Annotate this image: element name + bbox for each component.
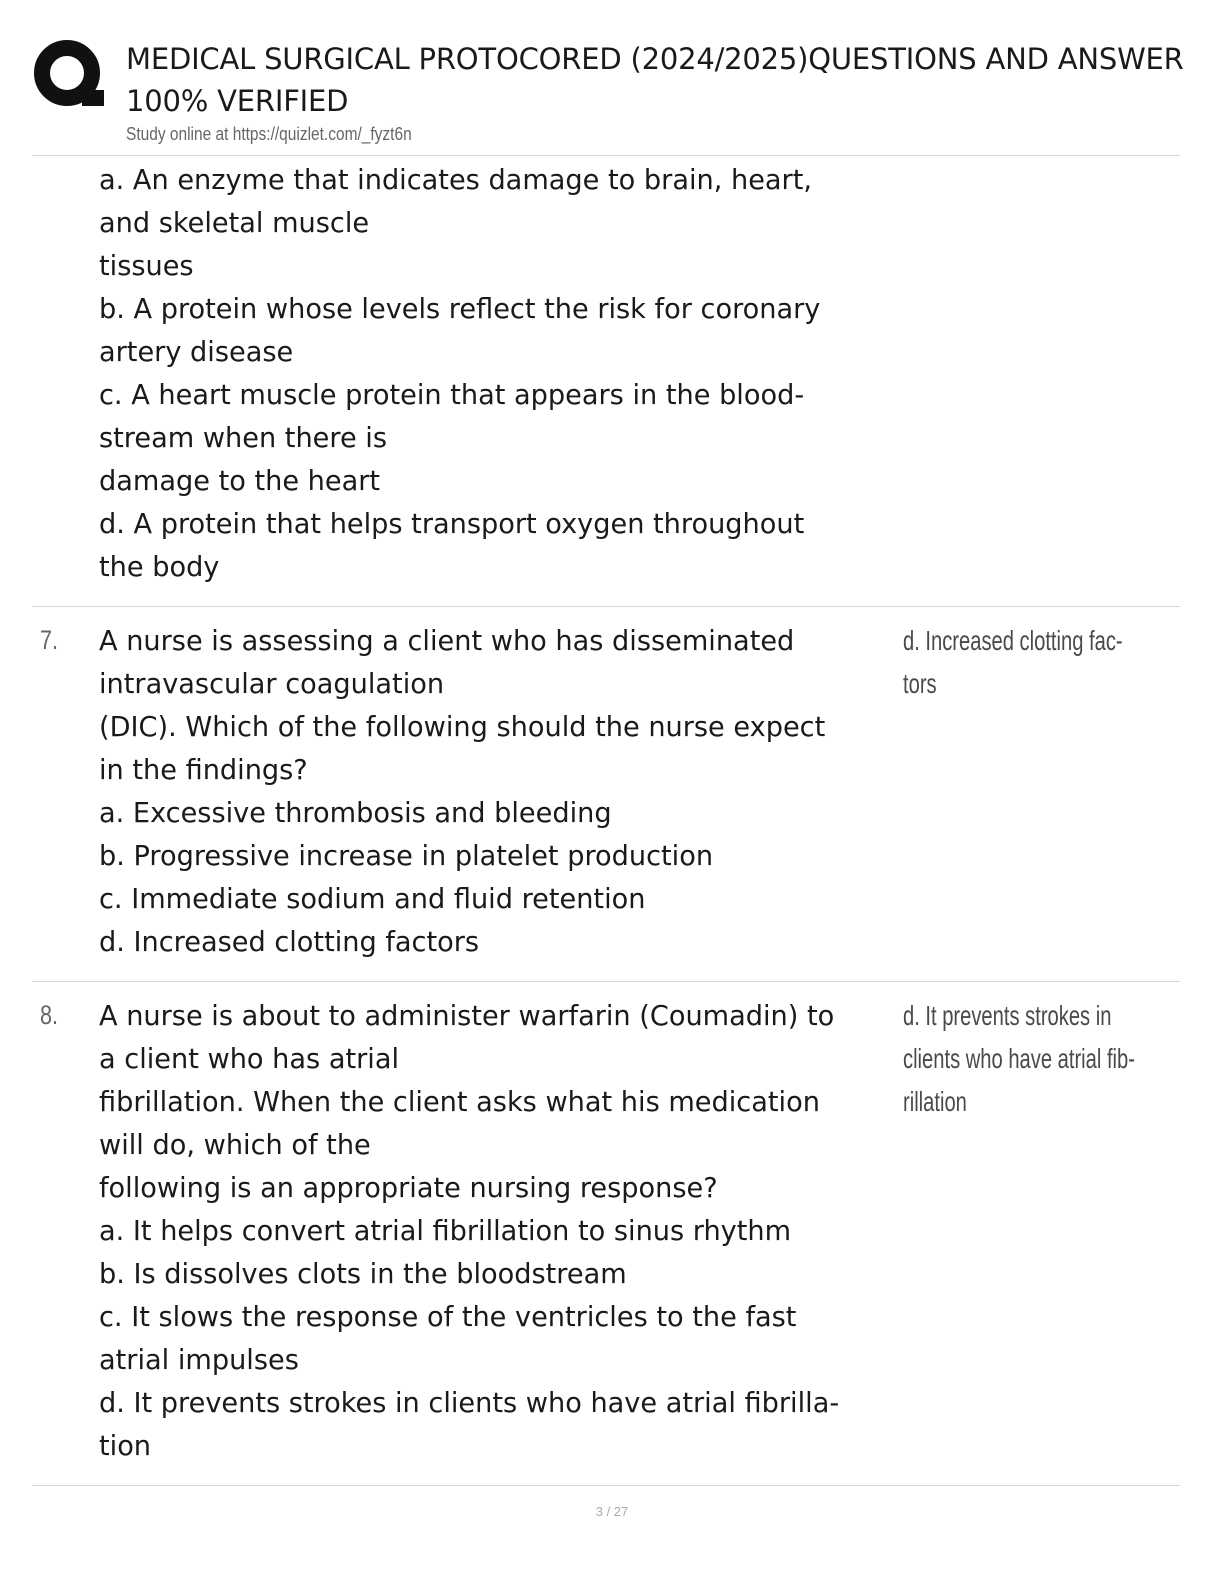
question-continuation [99,158,899,588]
option-text: a. It helps convert atrial fibrillation to sinus rhythm [99,1214,792,1247]
question-line: a client who has atrial [99,1042,400,1075]
divider [32,1485,1180,1486]
option-text: atrial impulses [99,1343,299,1376]
option-text: b. A protein whose levels reflect the risk for coronary [99,292,821,325]
question-line: A nurse is assessing a client who has disseminated [99,624,795,657]
option-text: the body [99,550,220,583]
page-number: 3 / 27 [595,1504,629,1519]
option-text: d. It prevents strokes in clients who have atrial fibrilla- [99,1386,840,1419]
question-text [99,619,899,963]
divider [32,606,1180,607]
option-text: a. An enzyme that indicates damage to brain, heart, [99,163,813,196]
answer-line: tors [903,668,937,699]
option-text: b. Is dissolves clots in the bloodstream [99,1257,627,1290]
option-text: c. It slows the response of the ventricles to the fast [99,1300,797,1333]
option-text: b. Progressive increase in platelet production [99,839,714,872]
option-text: tissues [99,249,194,282]
answer-line: rillation [903,1086,967,1117]
question-line: A nurse is about to administer warfarin (Coumadin) to [99,999,835,1032]
option-text: stream when there is [99,421,387,454]
question-line: following is an appropriate nursing response? [99,1171,718,1204]
option-text: artery disease [99,335,294,368]
quizlet-q-logo-icon [32,38,106,112]
question-line: will do, which of the [99,1128,371,1161]
answer-text [903,994,1203,1123]
question-line: intravascular coagulation [99,667,445,700]
question-line: in the findings? [99,753,308,786]
study-online-link[interactable]: Study online at https://quizlet.com/_fyzt6n [126,124,412,144]
question-line: fibrillation. When the client asks what his medication [99,1085,820,1118]
divider [32,981,1180,982]
question-number: 8. [40,1000,59,1030]
divider [32,155,1180,156]
answer-line: d. It prevents strokes in [903,1000,1112,1031]
document-title [126,38,1216,122]
answer-text [903,619,1203,705]
question-text [99,994,899,1467]
question-line: (DIC). Which of the following should the nurse expect [99,710,826,743]
option-text: a. Excessive thrombosis and bleeding [99,796,612,829]
option-text: tion [99,1429,152,1462]
answer-line: d. Increased clotting fac- [903,625,1123,656]
option-text: damage to the heart [99,464,381,497]
option-text: c. A heart muscle protein that appears in the blood- [99,378,805,411]
option-text: d. A protein that helps transport oxygen throughout [99,507,805,540]
option-text: and skeletal muscle [99,206,370,239]
document-title-line: 100% VERIFIED [126,84,349,118]
option-text: d. Increased clotting factors [99,925,480,958]
answer-line: clients who have atrial fib- [903,1043,1135,1074]
question-number: 7. [40,625,59,655]
document-title-line: MEDICAL SURGICAL PROTOCORED (2024/2025)QUESTIONS AND ANSWER [126,42,1184,76]
option-text: c. Immediate sodium and fluid retention [99,882,646,915]
